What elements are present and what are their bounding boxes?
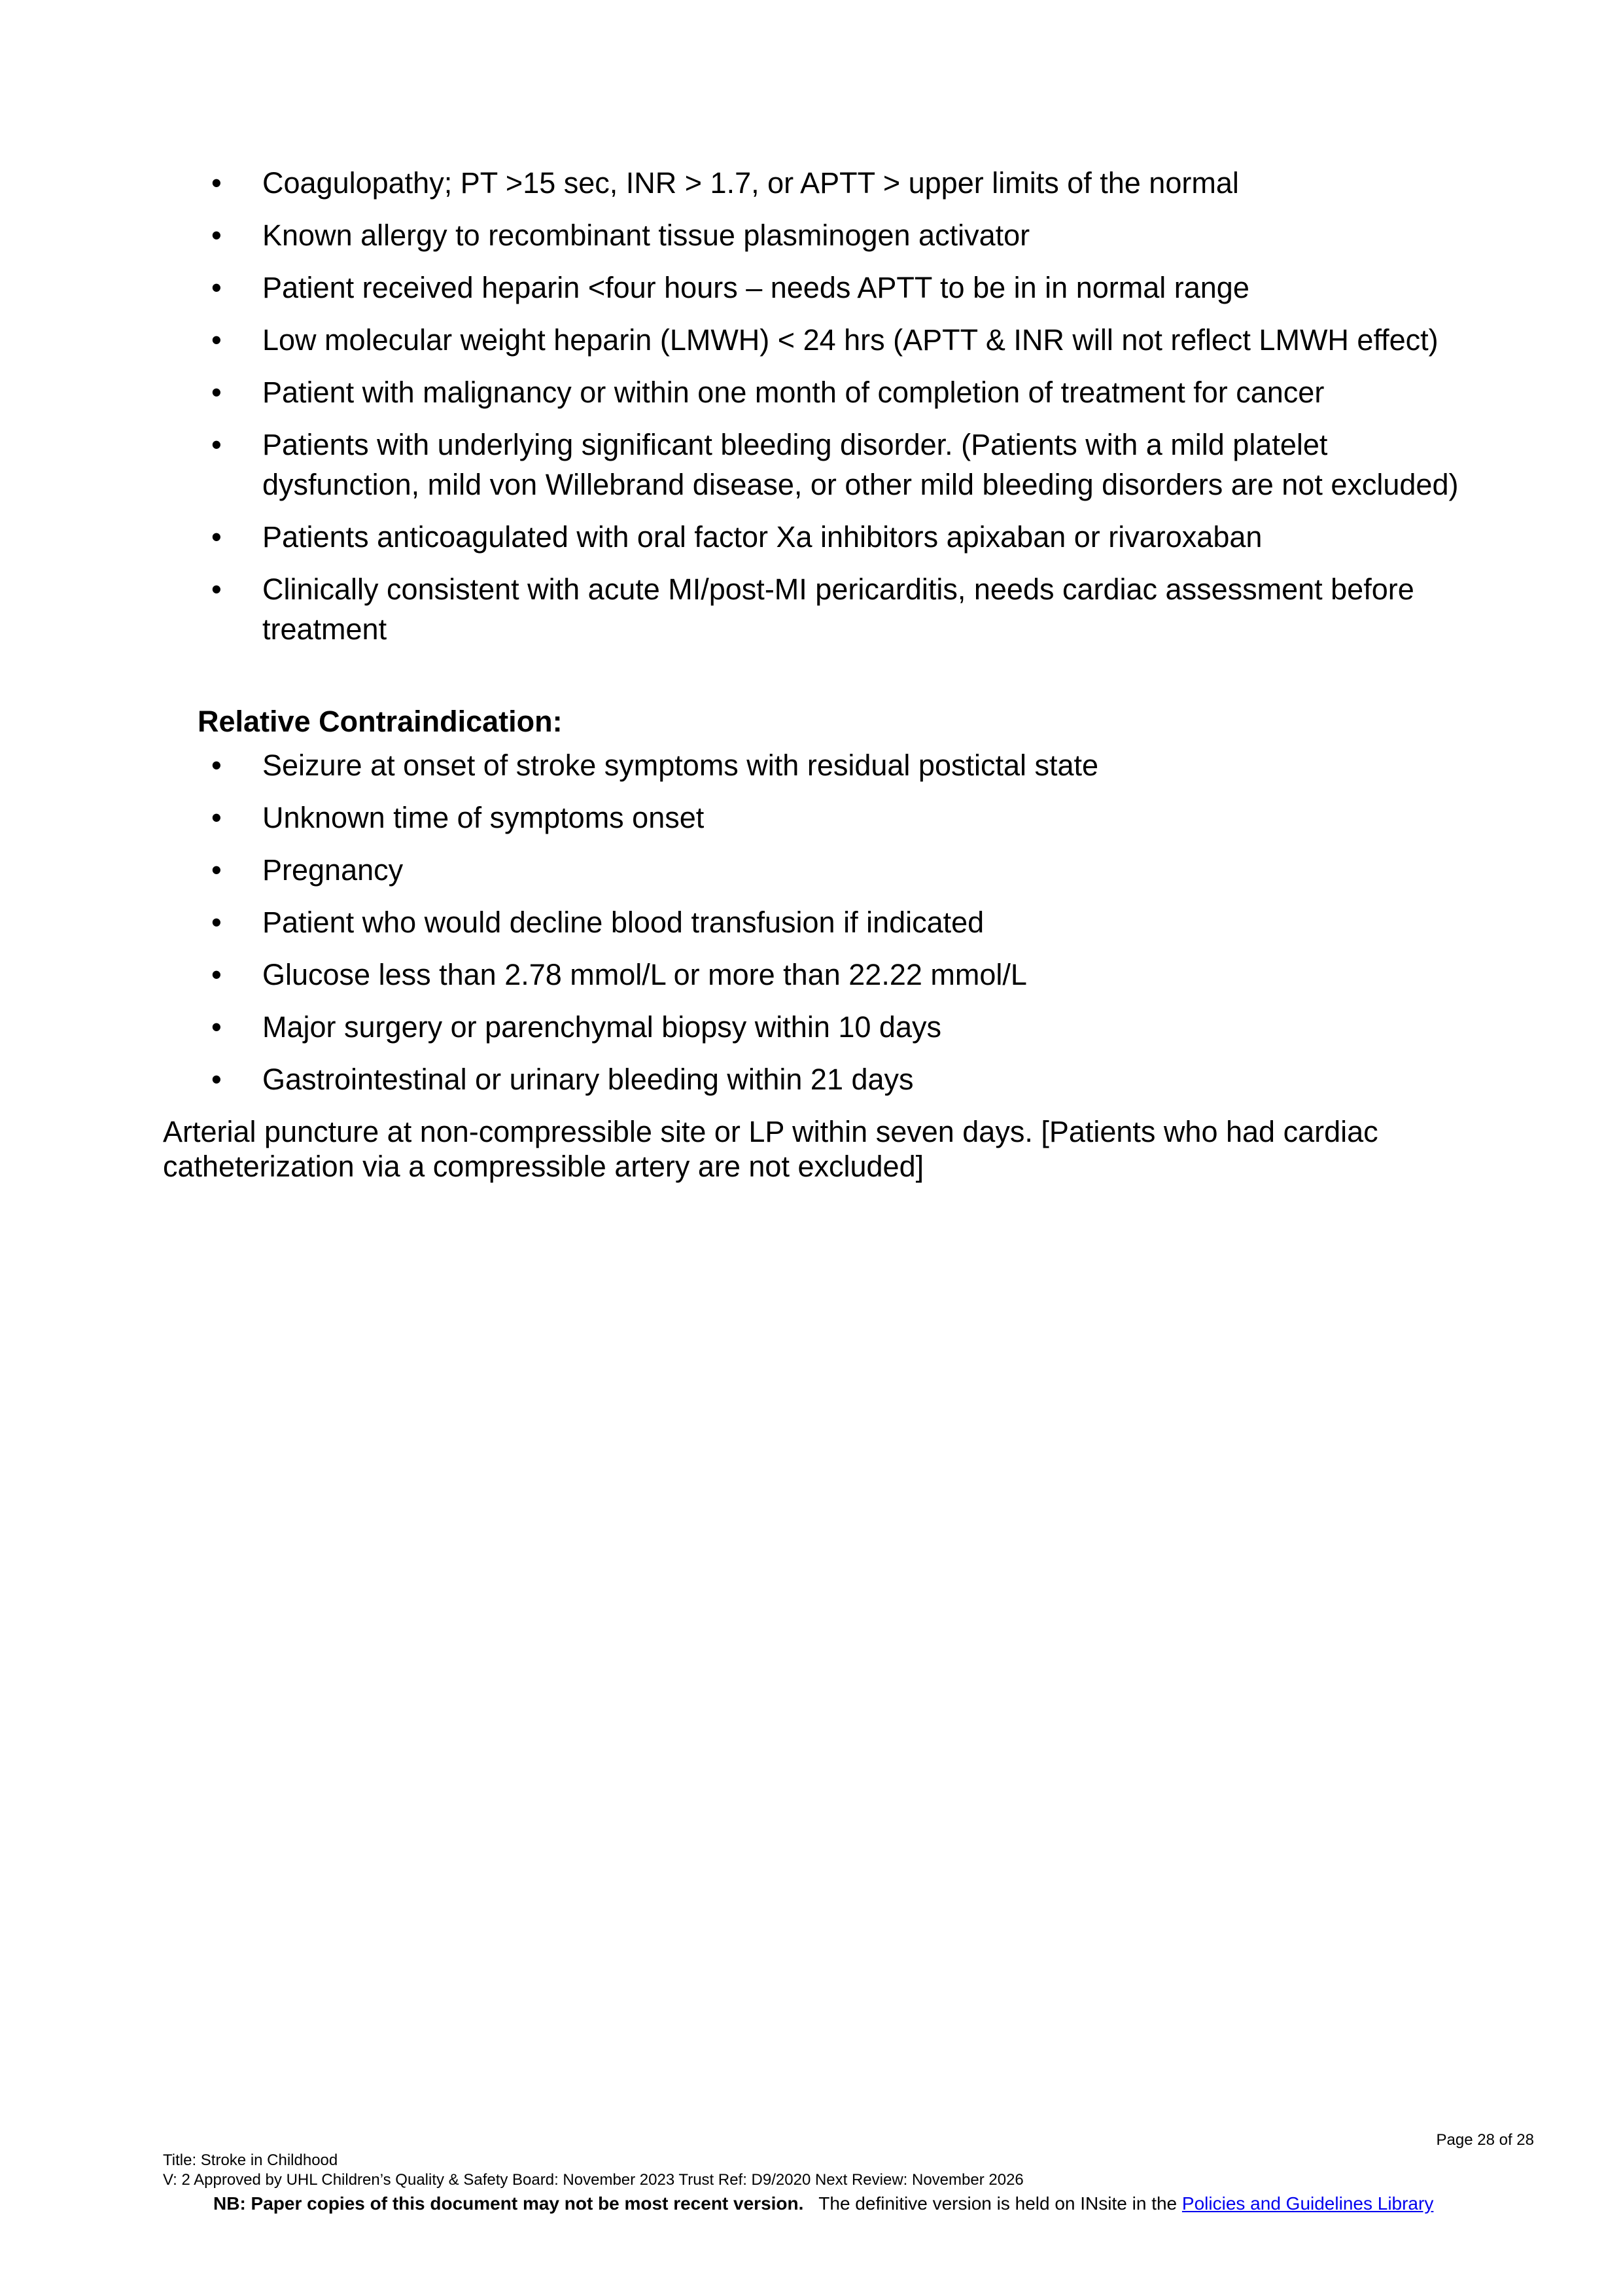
list-item-text: Glucose less than 2.78 mmol/L or more than 22.22 mmol/L — [262, 958, 1027, 991]
footer-notice-bold: NB: Paper copies of this document may not be most recent version. — [213, 2193, 804, 2214]
list-item — [211, 569, 1487, 649]
list-item — [211, 850, 1487, 890]
footer-document-info — [163, 2151, 1024, 2190]
list-item — [211, 163, 1487, 203]
list-item-text: Known allergy to recombinant tissue plasminogen activator — [262, 219, 1030, 252]
relative-contraindication-list — [211, 745, 1487, 1112]
bullet-icon: • — [211, 376, 222, 409]
footer-notice-text: The definitive version is held on INsite in the — [818, 2193, 1178, 2214]
list-item-text: Coagulopathy; PT >15 sec, INR > 1.7, or APTT > upper limits of the normal — [262, 166, 1239, 200]
bullet-icon: • — [211, 958, 222, 991]
list-item-text: Patient with malignancy or within one month of completion of treatment for cancer — [262, 376, 1325, 409]
relative-contraindication-heading: Relative Contraindication: — [198, 705, 563, 738]
list-item — [211, 215, 1487, 255]
bullet-icon: • — [211, 520, 222, 554]
list-item — [211, 372, 1487, 412]
footer-notice — [213, 2193, 1433, 2214]
list-item-text: Seizure at onset of stroke symptoms with residual postictal state — [262, 749, 1099, 782]
bullet-icon: • — [211, 573, 222, 606]
list-item-text: Unknown time of symptoms onset — [262, 801, 705, 834]
footer-version-line: V: 2 Approved by UHL Children’s Quality & Safety Board: November 2023 Trust Ref: D9/2020 Next Review: November 2026 — [163, 2171, 1024, 2189]
list-item-text: Major surgery or parenchymal biopsy within 10 days — [262, 1010, 941, 1044]
page-number: Page 28 of 28 — [1436, 2131, 1534, 2149]
list-item-text: Clinically consistent with acute MI/post-MI pericarditis, needs cardiac assessment before treatment — [262, 573, 1414, 646]
list-item — [211, 745, 1487, 785]
list-item — [211, 798, 1487, 838]
list-item-text: Low molecular weight heparin (LMWH) < 24 hrs (APTT & INR will not reflect LMWH effect) — [262, 323, 1439, 357]
bullet-icon: • — [211, 1063, 222, 1096]
footer-title-line: Title: Stroke in Childhood — [163, 2151, 338, 2169]
list-item-text: Patients with underlying significant bleeding disorder. (Patients with a mild platelet dysfunction, mild von Willebrand disease, or other mild bleeding disorders are not excluded) — [262, 428, 1459, 501]
list-item — [211, 1059, 1487, 1099]
list-item-text: Gastrointestinal or urinary bleeding within 21 days — [262, 1063, 914, 1096]
absolute-contraindication-list — [211, 163, 1487, 662]
bullet-icon: • — [211, 271, 222, 304]
list-item — [211, 955, 1487, 995]
list-item — [211, 268, 1487, 308]
list-item-text: Patient received heparin <four hours – needs APTT to be in in normal range — [262, 271, 1249, 304]
bullet-icon: • — [211, 749, 222, 782]
list-item-text: Pregnancy — [262, 853, 404, 887]
bullet-icon: • — [211, 428, 222, 461]
bullet-icon: • — [211, 1010, 222, 1044]
bullet-icon: • — [211, 323, 222, 357]
bullet-icon: • — [211, 219, 222, 252]
bullet-icon: • — [211, 801, 222, 834]
bullet-icon: • — [211, 853, 222, 887]
list-item — [211, 425, 1487, 504]
list-item — [211, 517, 1487, 557]
list-item — [211, 1007, 1487, 1047]
list-item-text: Patient who would decline blood transfusion if indicated — [262, 906, 985, 939]
arterial-puncture-paragraph: Arterial puncture at non-compressible site or LP within seven days. [Patients who had cardiac catheterization via a compressible artery are not excluded] — [163, 1115, 1378, 1183]
policies-library-link[interactable]: Policies and Guidelines Library — [1181, 2193, 1434, 2214]
list-item-text: Patients anticoagulated with oral factor Xa inhibitors apixaban or rivaroxaban — [262, 520, 1263, 554]
bullet-icon: • — [211, 166, 222, 200]
list-item — [211, 320, 1487, 360]
bullet-icon: • — [211, 906, 222, 939]
list-item — [211, 902, 1487, 942]
